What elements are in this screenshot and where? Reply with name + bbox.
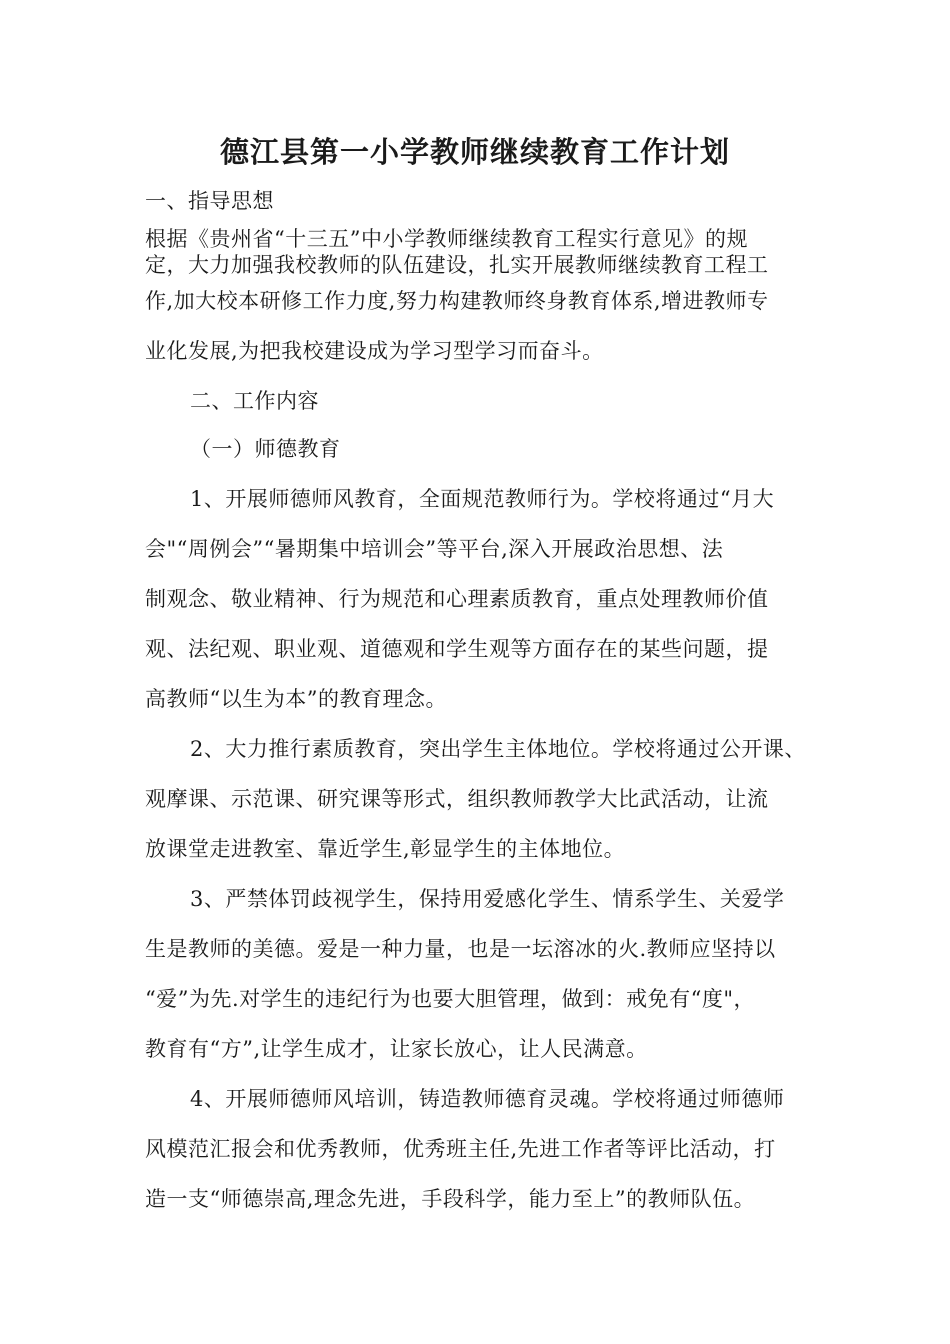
paragraph-line: 4、开展师德师风培训，铸造教师德育灵魂。学校将通过师德师 [190,1087,785,1111]
paragraph-line: 1、开展师德师风教育，全面规范教师行为。学校将通过“月大 [190,487,775,511]
paragraph-line: 定，大力加强我校教师的队伍建设，扎实开展教师继续教育工程工 [145,253,769,277]
paragraph-line: 高教师“以生为本”的教育理念。 [145,687,447,711]
paragraph-line: 2、大力推行素质教育，突出学生主体地位。学校将通过公开课、 [190,737,806,761]
paragraph-line: 观摩课、示范课、研究课等形式，组织教师教学大比武活动，让流 [145,787,769,811]
paragraph-line: 3、严禁体罚歧视学生，保持用爱感化学生、情系学生、关爱学 [190,887,785,911]
paragraph-line: 业化发展,为把我校建设成为学习型学习而奋斗。 [145,339,604,363]
section-heading-work-content: 二、工作内容 [190,389,319,413]
paragraph-line: 放课堂走进教室、靠近学生,彰显学生的主体地位。 [145,837,626,861]
paragraph-line: 观、法纪观、职业观、道德观和学生观等方面存在的某些问题，提 [145,637,769,661]
paragraph-line: 会"“周例会”“暑期集中培训会”等平台,深入开展政治思想、法 [145,537,724,561]
paragraph-line: 风模范汇报会和优秀教师，优秀班主任,先进工作者等评比活动，打 [145,1137,776,1161]
subsection-heading-ethics: （一）师德教育 [190,437,341,461]
paragraph-line: 作,加大校本研修工作力度,努力构建教师终身教育体系,增进教师专 [145,289,769,313]
paragraph-line: 教育有“方”,让学生成才，让家长放心，让人民满意。 [145,1037,648,1061]
document-title: 德江县第一小学教师继续教育工作计划 [219,135,730,169]
paragraph-line: 生是教师的美德。爱是一种力量，也是一坛溶冰的火.教师应坚持以 [145,937,776,961]
section-heading-guiding-thought: 一、指导思想 [145,189,274,213]
paragraph-line: 造一支“师德崇高,理念先进，手段科学，能力至上”的教师队伍。 [145,1187,756,1211]
paragraph-line: “爱”为先.对学生的违纪行为也要大胆管理，做到：戒免有“度"， [145,987,756,1011]
paragraph-line: 根据《贵州省“十三五”中小学教师继续教育工程实行意见》的规 [145,227,748,251]
paragraph-line: 制观念、敬业精神、行为规范和心理素质教育，重点处理教师价值 [145,587,769,611]
